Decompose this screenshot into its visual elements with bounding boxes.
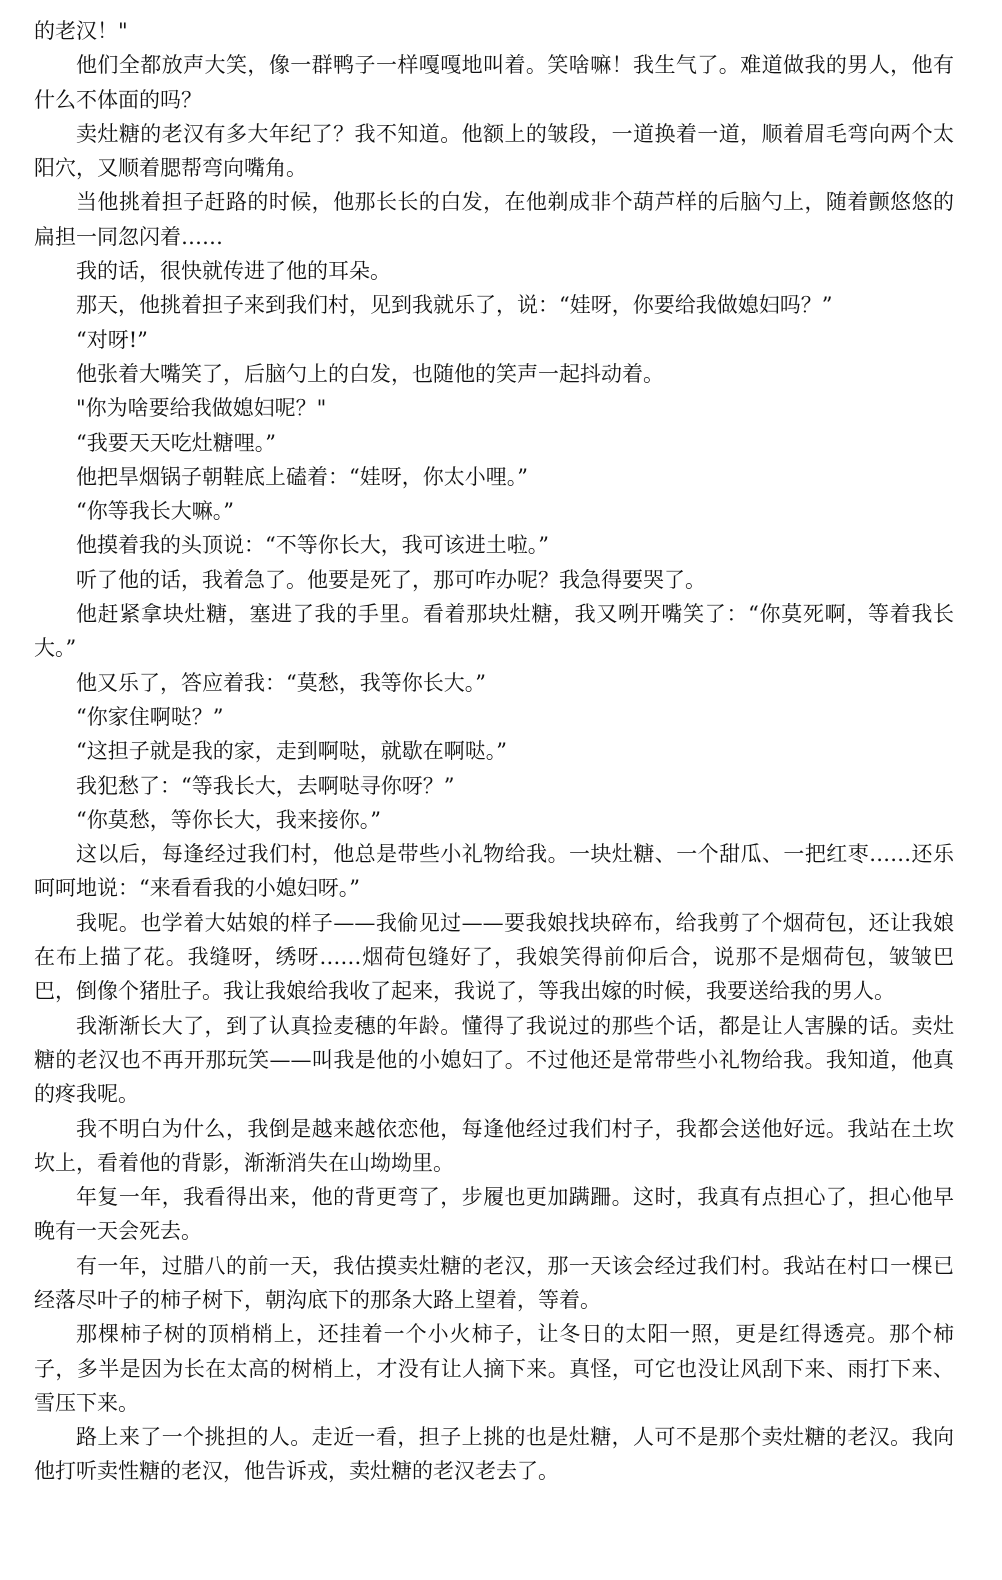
paragraph: 我犯愁了：“等我长大，去啊哒寻你呀？” (76, 773, 455, 798)
paragraph: 他把旱烟锅子朝鞋底上磕着：“娃呀，你太小哩。” (76, 464, 528, 489)
paragraph: “我要天天吃灶糖哩。” (76, 430, 276, 455)
paragraph: “对呀!” (76, 327, 148, 352)
paragraph: 他张着大嘴笑了，后脑勺上的白发，也随他的笑声一起抖动着。 (76, 361, 664, 386)
paragraph: 他赶紧拿块灶糖，塞进了我的手里。看着那块灶糖，我又咧开嘴笑了：“你莫死啊，等着我长大。” (34, 602, 954, 661)
paragraph: "你为啥要给我做媳妇呢？" (76, 396, 327, 421)
paragraph: “你莫愁，等你长大，我来接你。” (76, 807, 381, 832)
paragraph: 那棵柿子树的顶梢梢上，还挂着一个小火柿子，让冬日的太阳一照，更是红得透亮。那个柿子，多半是因为长在太高的树梢上，才没有让人摘下来。真怪，可它也没让风刮下来、雨打下来、雪压下来。 (34, 1322, 954, 1415)
paragraph: 我不明白为什么，我倒是越来越依恋他，每逢他经过我们村子，我都会送他好远。我站在土坎坎上，看着他的背影，渐渐消失在山坳坳里。 (34, 1116, 954, 1175)
paragraph: 有一年，过腊八的前一天，我估摸卖灶糖的老汉，那一天该会经过我们村。我站在村口一棵已经落尽叶子的柿子树下，朝沟底下的那条大路上望着，等着。 (34, 1253, 954, 1312)
paragraph: 当他挑着担子赶路的时候，他那长长的白发，在他剃成非个葫芦样的后脑勺上，随着颤悠悠的扁担一同忽闪着…… (34, 190, 954, 249)
paragraph: 的老汉！" (34, 19, 128, 43)
paragraph: 年复一年，我看得出来，他的背更弯了，步履也更加蹒跚。这时，我真有点担心了，担心他早晚有一天会死去。 (34, 1185, 954, 1244)
paragraph: 他摸着我的头顶说：“不等你长大，我可该进土啦。” (76, 533, 549, 558)
paragraph: 这以后，每逢经过我们村，他总是带些小礼物给我。一块灶糖、一个甜瓜、一把红枣……还乐呵呵地说：“来看看我的小媳妇呀。” (34, 842, 954, 901)
paragraph: 那天，他挑着担子来到我们村，见到我就乐了，说：“娃呀，你要给我做媳妇吗？” (76, 293, 833, 318)
paragraph: 我渐渐长大了，到了认真捡麦穗的年龄。懂得了我说过的那些个话，都是让人害臊的话。卖灶糖的老汉也不再开那玩笑——叫我是他的小媳妇了。不过他还是常带些小礼物给我。我知道，他真的疼我呢。 (34, 1013, 954, 1107)
paragraph: “你等我长大嘛。” (76, 499, 234, 524)
paragraph: 我的话，很快就传进了他的耳朵。 (76, 259, 391, 284)
paragraph: 他们全都放声大笑，像一群鸭子一样嘎嘎地叫着。笑啥嘛！我生气了。难道做我的男人，他有什么不体面的吗？ (34, 53, 954, 112)
paragraph: 路上来了一个挑担的人。走近一看，担子上挑的也是灶糖，人可不是那个卖灶糖的老汉。我向他打听卖性糖的老汉，他告诉戎，卖灶糖的老汉老去了。 (34, 1425, 954, 1484)
paragraph: “你家住啊哒？” (76, 704, 224, 729)
paragraph: 我呢。也学着大姑娘的样子——我偷见过——要我娘找块碎布，给我剪了个烟荷包，还让我娘在布上描了花。我缝呀，绣呀……烟荷包缝好了，我娘笑得前仰后合，说那不是烟荷包，皱皱巴巴，倒像个猪肚子。我让我娘给我收了起来，我说了，等我出嫁的时候，我要送给我的男人。 (34, 910, 954, 1004)
paragraph: 听了他的话，我着急了。他要是死了，那可咋办呢？我急得要哭了。 (76, 567, 706, 592)
paragraph: “这担子就是我的家，走到啊哒，就歇在啊哒。” (76, 739, 507, 764)
paragraph: 他又乐了，答应着我：“莫愁，我等你长大。” (76, 670, 486, 695)
story-text-page (34, 14, 954, 1489)
paragraph: 卖灶糖的老汉有多大年纪了？我不知道。他额上的皱段，一道换着一道，顺着眉毛弯向两个太阳穴，又顺着腮帮弯向嘴角。 (34, 121, 954, 181)
